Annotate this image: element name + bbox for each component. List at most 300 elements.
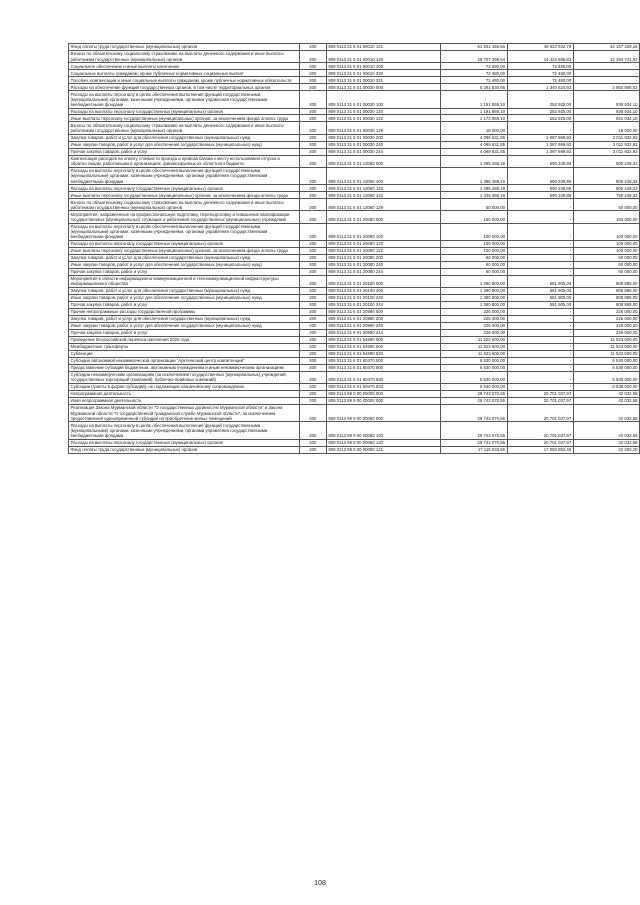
row-name-cell: Расходы на выплаты персоналу в целях обеспечения выполнения функций государственными (муниципальными) органами, казенными учреждениями, органами управления государственными внебюджетными фондами — [69, 91, 300, 108]
row-executed-cell: 20 701 037,97 — [507, 398, 573, 405]
row-name-cell: Расходы на выплаты персоналу в целях обеспечения выполнения функций государственными (муниципальными) органами, казенными учреждениями, органами управления государственными внебюджетными фондами — [69, 422, 300, 439]
row-line-code-cell: 200 — [299, 155, 326, 167]
row-name-cell: Расходы на выплаты персоналу в целях обеспечения выполнения функций государственными (муниципальными) органами, казенными учреждениями, органами управления государственными внебюджетными фондами — [69, 167, 300, 184]
row-approved-cell: 29 743 070,55 — [441, 398, 507, 405]
row-executed-cell: 49 623 932,78 — [507, 44, 573, 51]
table-row — [69, 211, 640, 223]
row-name-cell: Непрограммная деятельность — [69, 391, 300, 398]
row-executed-cell: - — [507, 384, 573, 391]
row-name-cell: Расходы на выплаты персоналу государственных (муниципальных) органов — [69, 240, 300, 247]
budget-execution-table — [68, 43, 640, 454]
row-name-cell: Иные закупки товаров, работ и услуг для обеспечения государственных (муниципальных) нужд — [69, 261, 300, 268]
row-budget-code-cell: 809 0113 31 5 01 13060 120 — [326, 185, 440, 192]
row-unexecuted-cell: 11 523 600,00 — [573, 343, 639, 350]
table-row — [69, 254, 640, 261]
row-name-cell: Иные выплаты персоналу государственных (муниципальных) органов, за исключением фонда оплаты труда — [69, 192, 300, 199]
row-unexecuted-cell: 921 034,10 — [573, 115, 639, 122]
row-name-cell: Предоставление субсидий бюджетным, автономным учреждениям и иным некоммерческим организациям — [69, 364, 300, 371]
row-approved-cell: 18 000,00 — [441, 122, 507, 134]
row-name-cell: Прочая закупка товаров, работ и услуг — [69, 148, 300, 155]
row-approved-cell: 226 000,00 — [441, 308, 507, 315]
row-name-cell: Расходы на выплаты персоналу государственных (муниципальных) органов — [69, 185, 300, 192]
row-budget-code-cell: 809 0113 31 6 01 20990 244 — [326, 329, 440, 336]
table-row — [69, 155, 640, 167]
row-name-cell: Иная непрограммная деятельность — [69, 398, 300, 405]
row-line-code-cell: 200 — [299, 84, 326, 91]
row-name-cell: Расходы на выплаты персоналу государственных (муниципальных) органов — [69, 108, 300, 115]
row-name-cell: Субсидия автономной некоммерческой организации "Арктический центр компетенций" — [69, 357, 300, 364]
row-executed-cell: 72 480,00 — [507, 63, 573, 70]
table-row — [69, 391, 640, 398]
row-executed-cell: - — [507, 343, 573, 350]
row-approved-cell: 11 523 600,00 — [441, 350, 507, 357]
row-budget-code-cell: 809 0113 99 9 00 00060 100 — [326, 422, 440, 439]
row-approved-cell: 72 480,00 — [441, 70, 507, 77]
table-row — [69, 77, 640, 84]
row-unexecuted-cell: 42 032,58 — [573, 398, 639, 405]
table-row — [69, 115, 640, 122]
table-row — [69, 308, 640, 315]
row-executed-cell: - — [507, 254, 573, 261]
page-number: 108 — [314, 880, 326, 887]
table-row — [69, 223, 640, 240]
row-approved-cell: 72 480,00 — [441, 77, 507, 84]
row-name-cell: Расходы на выплаты персоналу государственных (муниципальных) органов — [69, 439, 300, 446]
row-budget-code-cell: 809 0113 31 5 01 00010 129 — [326, 50, 440, 62]
row-approved-cell: 4 099 631,85 — [441, 141, 507, 148]
row-line-code-cell: 200 — [299, 308, 326, 315]
row-budget-code-cell: 809 0113 31 5 01 13060 129 — [326, 199, 440, 211]
row-line-code-cell: 200 — [299, 364, 326, 371]
table-row — [69, 295, 640, 302]
row-unexecuted-cell: 60 000,00 — [573, 254, 639, 261]
row-approved-cell: 26 707 398,64 — [441, 50, 507, 62]
row-budget-code-cell: 809 0113 31 6 01 54690 000 — [326, 336, 440, 343]
row-name-cell: Прочая закупка товаров, работ и услуг — [69, 302, 300, 309]
row-unexecuted-cell: 808 895,00 — [573, 295, 639, 302]
row-unexecuted-cell: 22 283,20 — [573, 446, 639, 453]
row-executed-cell: - — [507, 211, 573, 223]
row-unexecuted-cell: 6 530 000,00 — [573, 357, 639, 364]
row-executed-cell: - — [507, 322, 573, 329]
row-budget-code-cell: 809 0113 31 5 01 20080 100 — [326, 223, 440, 240]
row-approved-cell: 100 000,00 — [441, 223, 507, 240]
row-unexecuted-cell: 50 000,00 — [573, 199, 639, 211]
row-approved-cell: 1 191 859,10 — [441, 91, 507, 108]
row-unexecuted-cell: 808 895,00 — [573, 302, 639, 309]
row-unexecuted-cell: 160 000,00 — [573, 211, 639, 223]
row-unexecuted-cell: 11 523 600,00 — [573, 350, 639, 357]
row-unexecuted-cell: 42 032,58 — [573, 391, 639, 398]
row-approved-cell: 1 390 800,00 — [441, 302, 507, 309]
row-budget-code-cell: 809 0113 99 9 00 00060 120 — [326, 439, 440, 446]
row-executed-cell: 14 422 685,83 — [507, 50, 573, 62]
row-line-code-cell: 200 — [299, 422, 326, 439]
row-executed-cell: 20 701 037,97 — [507, 391, 573, 398]
row-unexecuted-cell: 42 032,58 — [573, 439, 639, 446]
row-executed-cell: - — [507, 268, 573, 275]
row-approved-cell: 226 000,00 — [441, 315, 507, 322]
row-unexecuted-cell: 60 000,00 — [573, 268, 639, 275]
row-line-code-cell: 200 — [299, 329, 326, 336]
row-name-cell: Иные закупки товаров, работ и услуг для обеспечения государственных (муниципальных) нужд — [69, 141, 300, 148]
row-executed-cell: 20 701 037,97 — [507, 422, 573, 439]
row-line-code-cell: 200 — [299, 199, 326, 211]
row-executed-cell: 20 701 037,97 — [507, 404, 573, 421]
table-row — [69, 302, 640, 309]
row-budget-code-cell: 809 0113 31 6 01 20990 240 — [326, 322, 440, 329]
table-row — [69, 91, 640, 108]
row-executed-cell: - — [507, 329, 573, 336]
row-executed-cell: 590 239,86 — [507, 167, 573, 184]
row-name-cell: Иные выплаты персоналу государственных (муниципальных) органов, за исключением фонда оплаты труда — [69, 115, 300, 122]
row-approved-cell: 1 390 800,00 — [441, 295, 507, 302]
row-line-code-cell: 200 — [299, 134, 326, 141]
row-executed-cell: - — [507, 308, 573, 315]
row-name-cell: Субсидии (гранты в форме субсидий), не подлежащие казначейскому сопровождению — [69, 384, 300, 391]
row-unexecuted-cell: - — [573, 63, 639, 70]
row-line-code-cell: 200 — [299, 261, 326, 268]
row-approved-cell: 6 530 000,00 — [441, 371, 507, 383]
row-budget-code-cell: 809 0113 31 6 01 20990 000 — [326, 308, 440, 315]
row-line-code-cell: 200 — [299, 254, 326, 261]
row-line-code-cell: 200 — [299, 439, 326, 446]
row-executed-cell: - — [507, 336, 573, 343]
row-line-code-cell: 200 — [299, 122, 326, 134]
row-executed-cell: 590 239,86 — [507, 155, 573, 167]
table-row — [69, 199, 640, 211]
row-approved-cell: 1 390 800,00 — [441, 288, 507, 295]
row-approved-cell: 4 099 631,85 — [441, 134, 507, 141]
row-approved-cell: 29 743 070,55 — [441, 404, 507, 421]
row-name-cell: Иные выплаты персоналу государственных (муниципальных) органов, за исключением фонда оплаты труда — [69, 247, 300, 254]
row-name-cell: Проведение Всероссийской переписи населения 2020 года — [69, 336, 300, 343]
row-unexecuted-cell: 11 523 600,00 — [573, 336, 639, 343]
row-budget-code-cell: 809 0113 31 5 01 00010 320 — [326, 70, 440, 77]
table-row — [69, 288, 640, 295]
row-line-code-cell: 200 — [299, 70, 326, 77]
row-unexecuted-cell: 226 000,00 — [573, 329, 639, 336]
row-approved-cell: 11 523 600,00 — [441, 343, 507, 350]
row-budget-code-cell: 809 0113 31 6 01 60470 630 — [326, 371, 440, 383]
row-budget-code-cell: 809 0113 31 5 01 20080 244 — [326, 268, 440, 275]
row-line-code-cell: 200 — [299, 357, 326, 364]
table-row — [69, 44, 640, 51]
row-executed-cell: 20 701 037,97 — [507, 439, 573, 446]
row-approved-cell: 1 395 488,19 — [441, 185, 507, 192]
row-unexecuted-cell: 18 000,00 — [573, 122, 639, 134]
table-row — [69, 315, 640, 322]
row-executed-cell: 1 087 699,92 — [507, 134, 573, 141]
row-line-code-cell: 200 — [299, 63, 326, 70]
row-line-code-cell: 200 — [299, 336, 326, 343]
row-executed-cell: 581 905,00 — [507, 288, 573, 295]
row-executed-cell: 581 905,00 — [507, 302, 573, 309]
row-line-code-cell: 200 — [299, 108, 326, 115]
row-budget-code-cell: 809 0113 31 6 01 60470 600 — [326, 364, 440, 371]
row-unexecuted-cell: 42 157 329,18 — [573, 44, 639, 51]
table-row — [69, 108, 640, 115]
row-budget-code-cell: 809 0113 31 5 01 00030 120 — [326, 108, 440, 115]
row-approved-cell: 1 395 488,19 — [441, 167, 507, 184]
row-approved-cell: 72 480,00 — [441, 63, 507, 70]
row-executed-cell: - — [507, 223, 573, 240]
row-name-cell: Прочая закупка товаров, работ и услуг — [69, 329, 300, 336]
row-approved-cell: 17 115 533,66 — [441, 446, 507, 453]
row-approved-cell: 1 191 859,10 — [441, 108, 507, 115]
row-approved-cell: 50 000,00 — [441, 199, 507, 211]
table-row — [69, 63, 640, 70]
row-name-cell: Мероприятия в области информационно-коммуникационной и телекоммуникационной инфраструктуры информационного общества — [69, 275, 300, 287]
table-row — [69, 50, 640, 62]
row-approved-cell: 11 523 600,00 — [441, 336, 507, 343]
row-budget-code-cell: 809 0113 31 5 01 00010 300 — [326, 63, 440, 70]
row-line-code-cell: 200 — [299, 275, 326, 287]
row-line-code-cell: 200 — [299, 247, 326, 254]
row-name-cell: Социальные выплаты гражданам, кроме публичных нормативных социальных выплат — [69, 70, 300, 77]
row-unexecuted-cell: 100 000,00 — [573, 247, 639, 254]
row-unexecuted-cell: 60 000,00 — [573, 261, 639, 268]
row-budget-code-cell: 809 0113 31 5 01 00010 121 — [326, 44, 440, 51]
row-unexecuted-cell: 3 011 932,93 — [573, 134, 639, 141]
row-executed-cell: - — [507, 122, 573, 134]
row-executed-cell: 1 087 699,92 — [507, 148, 573, 155]
row-name-cell: Социальное обеспечение и иные выплаты населению — [69, 63, 300, 70]
row-line-code-cell: 200 — [299, 148, 326, 155]
row-unexecuted-cell: 226 000,00 — [573, 308, 639, 315]
table-row — [69, 446, 640, 453]
table-row — [69, 141, 640, 148]
row-unexecuted-cell: 226 000,00 — [573, 315, 639, 322]
table-row — [69, 84, 640, 91]
row-line-code-cell: 200 — [299, 240, 326, 247]
row-line-code-cell: 200 — [299, 77, 326, 84]
row-approved-cell: 60 000,00 — [441, 261, 507, 268]
row-executed-cell: - — [507, 261, 573, 268]
row-line-code-cell: 200 — [299, 350, 326, 357]
row-line-code-cell: 200 — [299, 371, 326, 383]
row-budget-code-cell: 809 0113 31 6 01 54690 500 — [326, 343, 440, 350]
row-unexecuted-cell: 805 248,33 — [573, 167, 639, 184]
row-name-cell: Межбюджетные трансферты — [69, 343, 300, 350]
row-approved-cell: 6 530 000,00 — [441, 357, 507, 364]
table-row — [69, 261, 640, 268]
table-row — [69, 192, 640, 199]
row-approved-cell: 1 395 488,19 — [441, 155, 507, 167]
row-name-cell: Закупка товаров, работ и услуг для обеспечения государственных (муниципальных) нужд — [69, 254, 300, 261]
row-unexecuted-cell: 6 530 000,00 — [573, 371, 639, 383]
row-budget-code-cell: 809 0113 31 5 01 00030 240 — [326, 141, 440, 148]
row-name-cell: Закупка товаров, работ и услуг для обеспечения государственных (муниципальных) нужд — [69, 315, 300, 322]
row-line-code-cell: 200 — [299, 223, 326, 240]
row-unexecuted-cell: 938 934,10 — [573, 91, 639, 108]
row-executed-cell: 1 340 624,92 — [507, 84, 573, 91]
row-name-cell: Расходы на обеспечение функций государственных органов, в том числе территориальных органов — [69, 84, 300, 91]
row-approved-cell: 226 000,00 — [441, 322, 507, 329]
table-row — [69, 240, 640, 247]
row-line-code-cell: 200 — [299, 115, 326, 122]
table-row — [69, 357, 640, 364]
table-row — [69, 247, 640, 254]
row-executed-cell: 581 905,00 — [507, 295, 573, 302]
row-unexecuted-cell: 3 950 906,03 — [573, 84, 639, 91]
row-budget-code-cell: 809 0113 31 5 01 00030 200 — [326, 134, 440, 141]
row-executed-cell: 590 239,86 — [507, 185, 573, 192]
row-budget-code-cell: 809 0113 99 9 00 00060 121 — [326, 446, 440, 453]
row-unexecuted-cell: 808 895,00 — [573, 288, 639, 295]
row-name-cell: Взносы по обязательному социальному страхованию на выплаты денежного содержания и иные выплаты работникам государственных (муниципальных) органов — [69, 122, 300, 134]
row-unexecuted-cell: 6 530 000,00 — [573, 384, 639, 391]
row-budget-code-cell: 809 0113 31 5 01 00030 122 — [326, 115, 440, 122]
row-name-cell: Закупка товаров, работ и услуг для обеспечения государственных (муниципальных) нужд — [69, 288, 300, 295]
row-approved-cell: 226 000,00 — [441, 329, 507, 336]
row-budget-code-cell: 809 0113 31 5 01 13060 000 — [326, 155, 440, 167]
row-approved-cell: 1 173 959,10 — [441, 115, 507, 122]
row-approved-cell: 100 000,00 — [441, 247, 507, 254]
row-budget-code-cell: 809 0113 31 5 01 00010 321 — [326, 77, 440, 84]
row-executed-cell: 581 905,00 — [507, 275, 573, 287]
row-budget-code-cell: 809 0113 31 5 01 00030 129 — [326, 122, 440, 134]
row-executed-cell: - — [507, 350, 573, 357]
table-row — [69, 343, 640, 350]
row-name-cell: Субсидии некоммерческим организациям (за исключением государственных (муниципальных) учреждений, государственных корпораций (компаний), публично-правовых компаний) — [69, 371, 300, 383]
table-row — [69, 134, 640, 141]
row-name-cell: Прочая закупка товаров, работ и услуг — [69, 268, 300, 275]
row-budget-code-cell: 809 0113 99 0 00 00000 000 — [326, 391, 440, 398]
row-name-cell: Иные закупки товаров, работ и услуг для обеспечения государственных (муниципальных) нужд — [69, 295, 300, 302]
row-budget-code-cell: 809 0113 31 5 01 00030 100 — [326, 91, 440, 108]
row-executed-cell: - — [507, 357, 573, 364]
row-unexecuted-cell: 805 248,33 — [573, 185, 639, 192]
row-line-code-cell: 200 — [299, 295, 326, 302]
row-executed-cell: - — [507, 371, 573, 383]
row-name-cell: Расходы на выплаты персоналу в целях обеспечения выполнения функций государственными (муниципальными) органами, казенными учреждениями, органами управления государственными внебюджетными фондами — [69, 223, 300, 240]
row-unexecuted-cell: 3 011 932,93 — [573, 148, 639, 155]
table-row — [69, 439, 640, 446]
row-executed-cell: 1 087 699,92 — [507, 141, 573, 148]
table-row — [69, 148, 640, 155]
row-line-code-cell: 200 — [299, 50, 326, 62]
row-approved-cell: 60 000,00 — [441, 254, 507, 261]
row-line-code-cell: 200 — [299, 391, 326, 398]
table-row — [69, 167, 640, 184]
row-line-code-cell: 200 — [299, 315, 326, 322]
row-unexecuted-cell: 42 032,58 — [573, 404, 639, 421]
row-name-cell: Компенсация расходов на оплату стоимости проезда и провоза багажа к месту использования отпуска и обратно лицам, работающим в организациях, финансируемых из областного бюджета — [69, 155, 300, 167]
row-budget-code-cell: 809 0113 31 5 01 20080 200 — [326, 254, 440, 261]
row-executed-cell: 590 239,86 — [507, 192, 573, 199]
row-unexecuted-cell: 100 000,00 — [573, 223, 639, 240]
row-budget-code-cell: 809 0113 31 5 01 20100 000 — [326, 275, 440, 287]
row-line-code-cell: 200 — [299, 141, 326, 148]
row-approved-cell: 60 000,00 — [441, 268, 507, 275]
row-name-cell: Субвенции — [69, 350, 300, 357]
row-executed-cell: 72 480,00 — [507, 77, 573, 84]
table-row — [69, 275, 640, 287]
row-unexecuted-cell: 6 530 000,00 — [573, 364, 639, 371]
row-name-cell: Фонд оплаты труда государственных (муниципальных) органов — [69, 446, 300, 453]
row-budget-code-cell: 809 0113 99 9 00 00060 000 — [326, 404, 440, 421]
table-row — [69, 185, 640, 192]
row-line-code-cell: 200 — [299, 192, 326, 199]
row-unexecuted-cell: 42 032,58 — [573, 422, 639, 439]
table-row — [69, 268, 640, 275]
row-executed-cell: 252 925,00 — [507, 108, 573, 115]
table-body — [69, 44, 640, 454]
row-budget-code-cell: 809 0113 31 5 01 20080 240 — [326, 261, 440, 268]
table-row — [69, 364, 640, 371]
table-row — [69, 336, 640, 343]
row-line-code-cell: 200 — [299, 211, 326, 223]
row-unexecuted-cell: 12 284 741,81 — [573, 50, 639, 62]
table-row — [69, 350, 640, 357]
row-line-code-cell: 200 — [299, 167, 326, 184]
row-approved-cell: 29 743 070,55 — [441, 439, 507, 446]
row-name-cell: Пособия, компенсации и иные социальные выплаты гражданам, кроме публичных нормативных обязательств — [69, 77, 300, 84]
row-budget-code-cell: 809 0113 31 5 01 00030 244 — [326, 148, 440, 155]
row-executed-cell: - — [507, 199, 573, 211]
row-budget-code-cell: 809 0113 31 6 01 60470 633 — [326, 384, 440, 391]
row-name-cell: Реализация Закона Мурманской области "О государственных должностях Мурманской области" и Закона Мурманской области "О государственной гражданской службе Мурманской области", за исключением предоставления единовременной субсидии на приобретение жилых помещений — [69, 404, 300, 421]
row-budget-code-cell: 809 0113 31 5 01 20080 120 — [326, 240, 440, 247]
row-approved-cell: 29 743 070,55 — [441, 422, 507, 439]
row-line-code-cell: 200 — [299, 398, 326, 405]
table-row — [69, 384, 640, 391]
row-line-code-cell: 200 — [299, 91, 326, 108]
row-budget-code-cell: 809 0113 31 6 01 20990 200 — [326, 315, 440, 322]
row-name-cell: Взносы по обязательному социальному страхованию на выплаты денежного содержания и иные выплаты работникам государственных (муниципальных) органов — [69, 50, 300, 62]
row-approved-cell: 6 530 000,00 — [441, 364, 507, 371]
row-approved-cell: 100 000,00 — [441, 240, 507, 247]
row-executed-cell: - — [507, 315, 573, 322]
row-approved-cell: 29 743 070,55 — [441, 391, 507, 398]
row-line-code-cell: 200 — [299, 185, 326, 192]
row-line-code-cell: 200 — [299, 288, 326, 295]
row-unexecuted-cell: - — [573, 77, 639, 84]
row-executed-cell: 72 480,00 — [507, 70, 573, 77]
row-name-cell: Закупка товаров, работ и услуг для обеспечения государственных (муниципальных) нужд — [69, 134, 300, 141]
row-budget-code-cell: 809 0113 31 6 01 54690 530 — [326, 350, 440, 357]
row-approved-cell: 6 530 000,00 — [441, 384, 507, 391]
row-unexecuted-cell: 755 248,33 — [573, 192, 639, 199]
row-name-cell: Взносы по обязательному социальному страхованию на выплаты денежного содержания и иные выплаты работникам государственных (муниципальных) органов — [69, 199, 300, 211]
row-executed-cell: 17 093 852,46 — [507, 446, 573, 453]
row-unexecuted-cell: 3 011 932,93 — [573, 141, 639, 148]
row-name-cell: Прочие непрограммные расходы государственной программы — [69, 308, 300, 315]
row-executed-cell: - — [507, 240, 573, 247]
row-approved-cell: 4 099 631,85 — [441, 148, 507, 155]
row-budget-code-cell: 809 0113 31 6 01 60470 000 — [326, 357, 440, 364]
row-line-code-cell: 200 — [299, 384, 326, 391]
row-name-cell: Мероприятия, направленные на профессиональную подготовку, переподготовку и повышение квалификации государственных (муниципальных) служащих и работников государственных (муниципальных) учреждений — [69, 211, 300, 223]
row-unexecuted-cell: 808 895,00 — [573, 275, 639, 287]
row-approved-cell: 160 000,00 — [441, 211, 507, 223]
row-budget-code-cell: 809 0113 31 5 01 20100 244 — [326, 302, 440, 309]
row-budget-code-cell: 809 0113 31 5 01 20080 122 — [326, 247, 440, 254]
table-row — [69, 371, 640, 383]
row-budget-code-cell: 809 0113 31 5 01 20080 000 — [326, 211, 440, 223]
row-approved-cell: 61 931 155,56 — [441, 44, 507, 51]
row-line-code-cell: 200 — [299, 268, 326, 275]
row-budget-code-cell: 809 0113 31 5 01 20100 240 — [326, 295, 440, 302]
row-unexecuted-cell: 938 934,10 — [573, 108, 639, 115]
row-unexecuted-cell: 100 000,00 — [573, 240, 639, 247]
row-unexecuted-cell: 805 248,33 — [573, 155, 639, 167]
row-budget-code-cell: 809 0113 31 5 01 20100 200 — [326, 288, 440, 295]
row-executed-cell: 252 925,00 — [507, 115, 573, 122]
table-row — [69, 122, 640, 134]
table-row — [69, 404, 640, 421]
